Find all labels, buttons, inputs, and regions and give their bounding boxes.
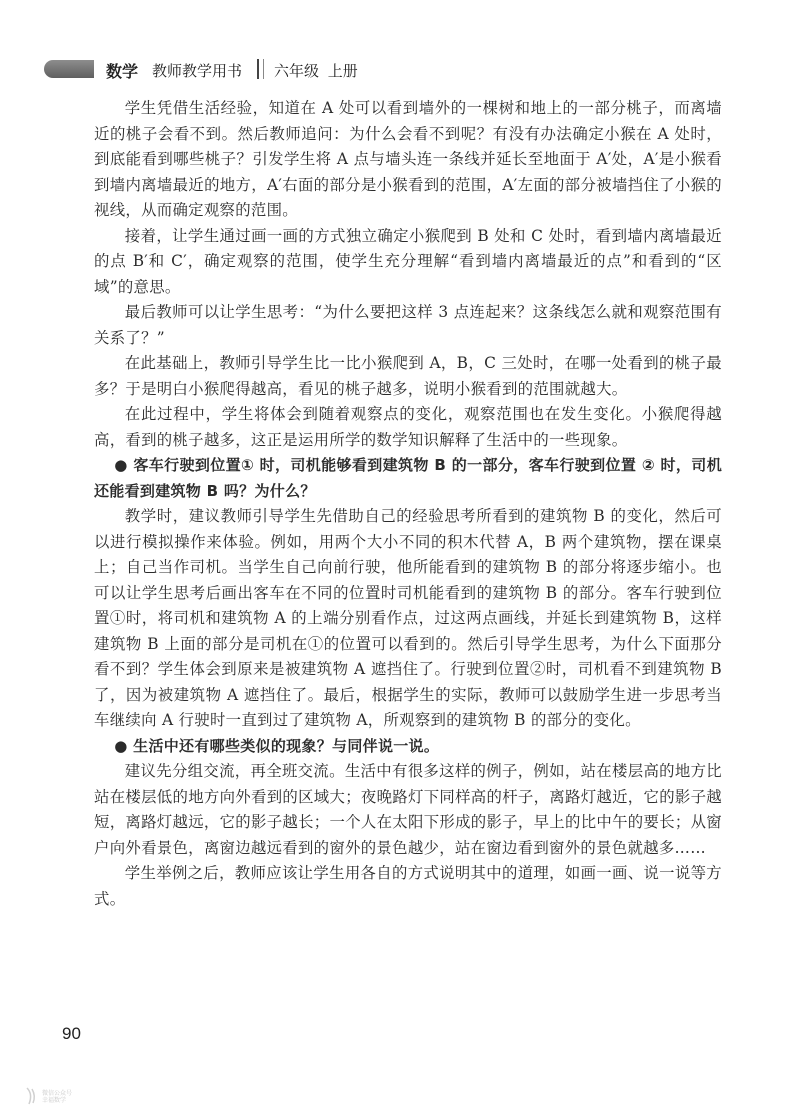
page-header (0, 54, 800, 86)
page-body (94, 96, 722, 912)
header-separator (257, 59, 264, 79)
header-book-title: 教师教学用书 (152, 62, 243, 80)
paragraph-observation-bc: 接着，让学生通过画一画的方式独立确定小猴爬到 B 处和 C 处时，看到墙内离墙最近的点 B′和 C′，确定观察的范围，使学生充分理解“看到墙内离墙最近的点”和看到的“区域”的意思。 (94, 226, 722, 296)
header-subject: 数学 (106, 62, 139, 81)
watermark-text: 微信公众号 幸福数学 (42, 1090, 73, 1104)
bullet-question-life: ● 生活中还有哪些类似的现象？与同伴说一说。 (114, 736, 440, 755)
paragraph-process: 在此过程中，学生将体会到随着观察点的变化，观察范围也在发生变化。小猴爬得越高，看到的桃子越多，这正是运用所学的数学知识解释了生活中的一些现象。 (94, 405, 722, 449)
paragraph-think-question: 最后教师可以让学生思考：“为什么要把这样 3 点连起来？这条线怎么就和观察范围有关系了？” (94, 303, 722, 347)
paragraph-teaching-bus: 教学时，建议教师引导学生先借助自己的经验思考所看到的建筑物 B 的变化，然后可以进行模拟操作来体验。例如，用两个大小不同的积木代替 A，B 两个建筑物，摆在课桌上；自己当作司机。当学生自己向前行驶，他所能看到的建筑物 B 的部分将逐步缩小。也可以让学生思考后画出客车在不同的位置时司机能看到的建筑物 B 的部分。客车行驶到位置①时，将司机和建筑物 A 的上端分别看作点，过这两点画线，并延长到建筑物 B，这样建筑物 B 上面的部分是司机在①的位置可以看到的。然后引导学生思考，为什么下面那分看不到？学生体会到原来是被建筑物 A 遮挡住了。行驶到位置②时，司机看不到建筑物 B 了，因为被建筑物 A 遮挡住了。最后，根据学生的实际，教师可以鼓励学生进一步思考当车继续向 A 行驶时一直到过了建筑物 A，所观察到的建筑物 B 的部分的变化。 (94, 507, 722, 729)
paragraph-conclusion: 学生举例之后，教师应该让学生用各自的方式说明其中的道理，如画一画、说一说等方式。 (94, 864, 722, 908)
watermark (24, 1086, 114, 1108)
page-number: 90 (62, 1024, 81, 1043)
watermark-icon (24, 1086, 40, 1106)
paragraph-compare: 在此基础上，教师引导学生比一比小猴爬到 A，B，C 三处时，在哪一处看到的桃子最多？于是明白小猴爬得越高，看见的桃子越多，说明小猴看到的范围就越大。 (94, 354, 722, 398)
paragraph-discussion: 建议先分组交流，再全班交流。生活中有很多这样的例子，例如，站在楼层高的地方比站在楼层低的地方向外看到的区域大；夜晚路灯下同样高的杆子，离路灯越近，它的影子越短，离路灯越远，它的影子越长；一个人在太阳下形成的影子，早上的比中午的要长；从窗户向外看景色，离窗边越远看到的窗外的景色越少，站在窗边看到窗外的景色就越多…… (94, 762, 722, 857)
paragraph-observation-a: 学生凭借生活经验，知道在 A 处可以看到墙外的一棵树和地上的一部分桃子，而离墙近的桃子会看不到。然后教师追问：为什么会看不到呢？有没有办法确定小猴在 A 处时，到底能看到哪些桃子？引发学生将 A 点与墙头连一条线并延长至地面于 A′处，A′是小猴看到墙内离墙最近的地方，A′右面的部分是小猴看到的范围，A′左面的部分被墙挡住了小猴的视线，从而确定观察的范围。 (94, 99, 722, 219)
header-tab-decoration (44, 60, 94, 78)
header-grade: 六年级 上册 (274, 62, 358, 80)
bullet-question-bus: ● 客车行驶到位置① 时，司机能够看到建筑物 B 的一部分，客车行驶到位置 ② 时，司机还能看到建筑物 B 吗？为什么？ (94, 456, 722, 500)
